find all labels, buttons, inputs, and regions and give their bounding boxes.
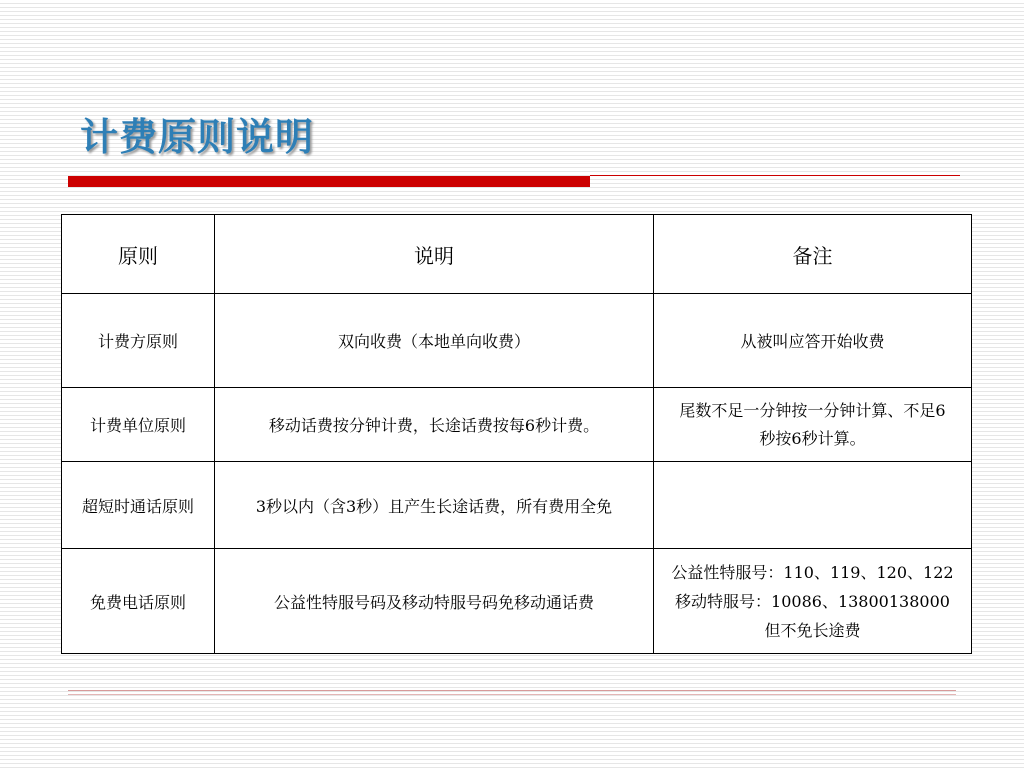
cell-notes bbox=[654, 388, 972, 462]
footer-rule bbox=[68, 690, 956, 691]
note-line: 公益性特服号：110、119、120、122 bbox=[671, 562, 954, 582]
title-underline-rule bbox=[590, 175, 960, 176]
cell-description: 公益性特服号码及移动特服号码免移动通话费 bbox=[215, 549, 654, 654]
slide-title: 计费原则说明 bbox=[80, 115, 315, 159]
cell-notes bbox=[654, 549, 972, 654]
note-line: 尾数不足一分钟按一分钟计算、不足6 bbox=[679, 400, 946, 420]
table-header-row bbox=[62, 215, 972, 294]
footer-rule bbox=[68, 694, 956, 695]
cell-principle: 计费方原则 bbox=[62, 294, 215, 388]
table-row bbox=[62, 388, 972, 462]
cell-notes bbox=[654, 462, 972, 549]
header-description: 说明 bbox=[215, 215, 654, 294]
cell-principle: 超短时通话原则 bbox=[62, 462, 215, 549]
table-row bbox=[62, 462, 972, 549]
billing-rules-table bbox=[61, 214, 972, 654]
cell-description: 双向收费（本地单向收费） bbox=[215, 294, 654, 388]
cell-principle: 免费电话原则 bbox=[62, 549, 215, 654]
note-line: 但不免长途费 bbox=[764, 620, 861, 640]
header-notes: 备注 bbox=[654, 215, 972, 294]
cell-notes bbox=[654, 294, 972, 388]
cell-description: 3秒以内（含3秒）且产生长途话费，所有费用全免 bbox=[215, 462, 654, 549]
title-underline-bar bbox=[68, 176, 590, 187]
note-line: 从被叫应答开始收费 bbox=[740, 332, 885, 351]
table-row bbox=[62, 294, 972, 388]
cell-principle: 计费单位原则 bbox=[62, 388, 215, 462]
note-line: 移动特服号：10086、13800138000 bbox=[675, 591, 950, 611]
note-line: 秒按6秒计算。 bbox=[759, 428, 866, 448]
cell-description: 移动话费按分钟计费，长途话费按每6秒计费。 bbox=[215, 388, 654, 462]
table-row bbox=[62, 549, 972, 654]
header-principle: 原则 bbox=[62, 215, 215, 294]
